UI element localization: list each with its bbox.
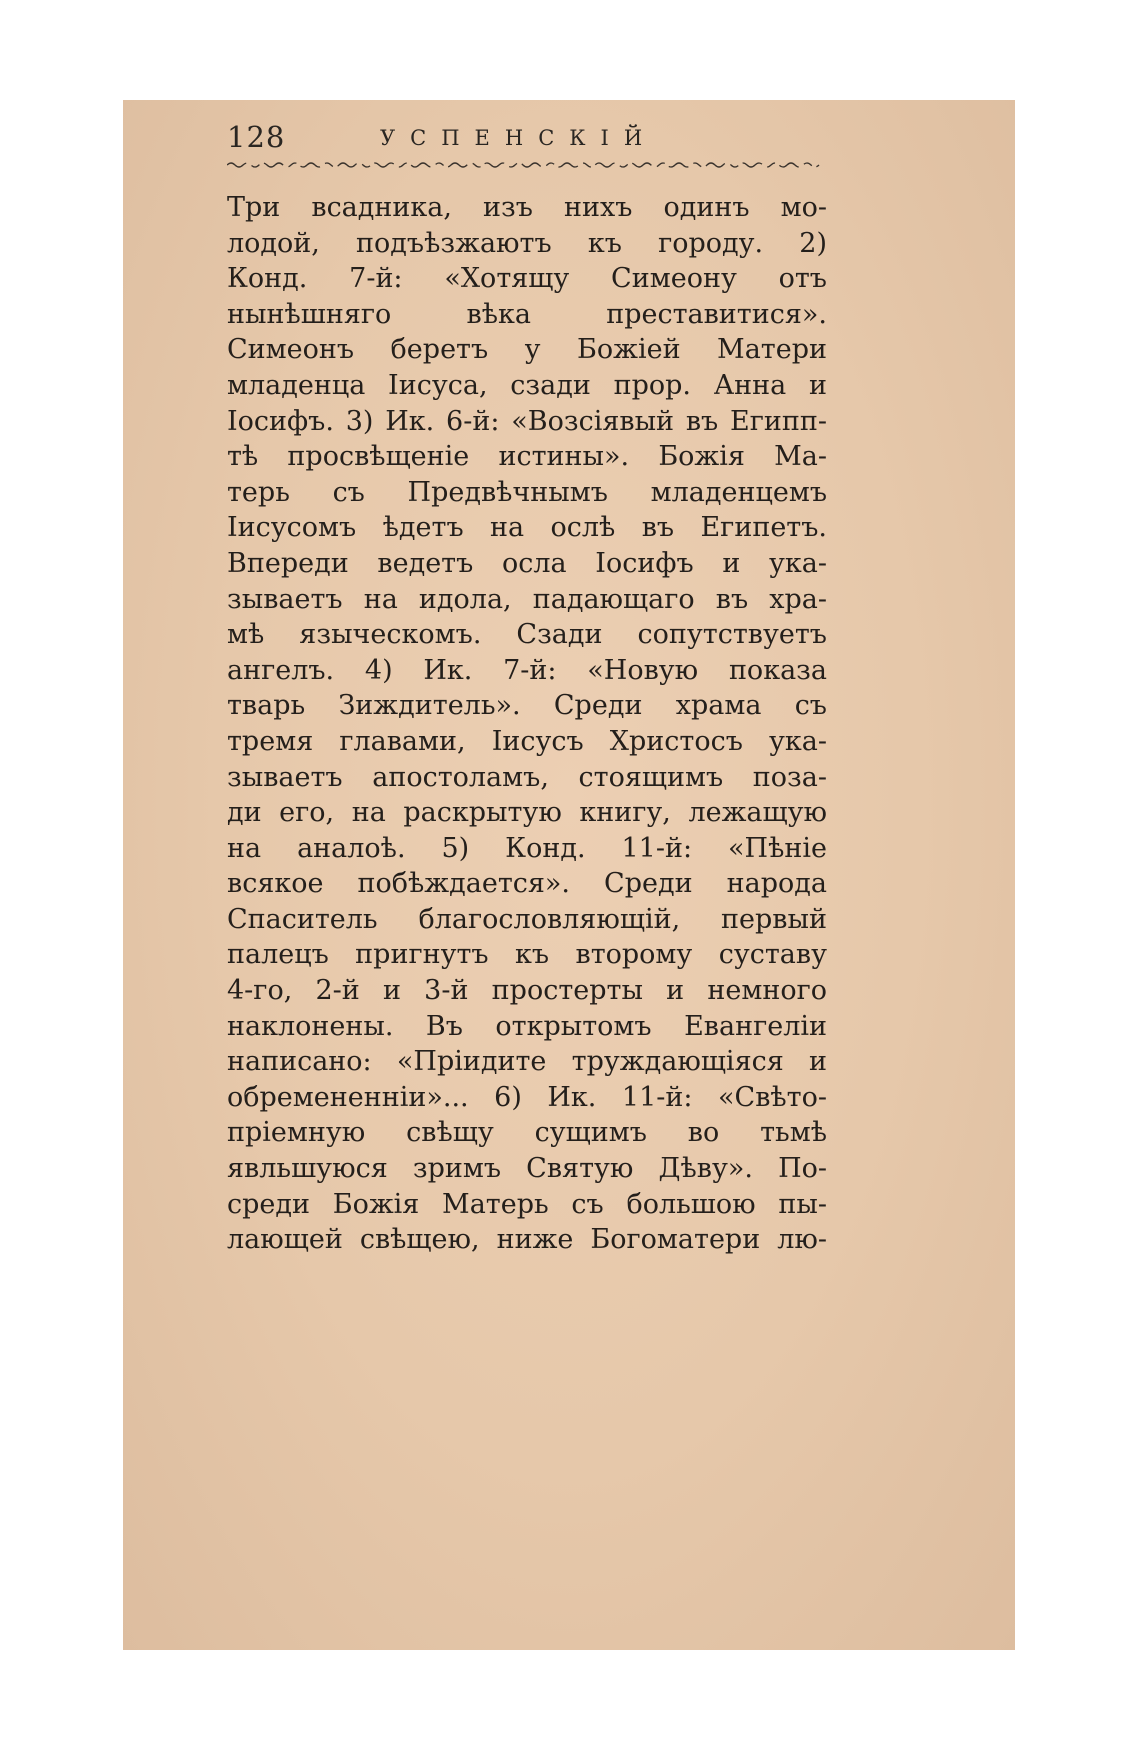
text-line: среди Божія Матерь съ большою пы- (227, 1188, 827, 1220)
text-line: пріемную свѣщу сущимъ во тьмѣ (227, 1117, 827, 1149)
running-title: УСПЕНСКІЙ (380, 126, 658, 150)
running-head (227, 120, 827, 160)
text-line: всякое побѣждается». Среди народа (227, 868, 827, 900)
text-line: терь съ Предвѣчнымъ младенцемъ (227, 476, 827, 508)
text-line: нынѣшняго вѣка преставитися». (227, 298, 827, 330)
text-line: 4-го, 2-й и 3-й простерты и немного (227, 975, 827, 1007)
text-line: лодой, подъѣзжаютъ къ городу. 2) (227, 227, 827, 259)
text-line: Спаситель благословляющій, первый (227, 903, 827, 935)
text-line: Три всадника, изъ нихъ одинъ мо- (227, 192, 827, 223)
text-line: зываетъ на идола, падающаго въ хра- (227, 583, 827, 615)
text-line: на аналоѣ. 5) Конд. 11-й: «Пѣніе (227, 832, 827, 864)
text-line: Симеонъ беретъ у Божіей Матери (227, 334, 827, 366)
text-line: ди его, на раскрытую книгу, лежащую (227, 797, 827, 829)
text-line: явльшуюся зримъ Святую Дѣву». По- (227, 1153, 827, 1185)
text-line: лающей свѣщею, ниже Богоматери лю- (227, 1224, 827, 1256)
text-line: мѣ языческомъ. Сзади сопутствуетъ (227, 619, 827, 651)
text-line: тѣ просвѣщеніе истины». Божія Ма- (227, 441, 827, 473)
text-line: написано: «Пріидите труждающіяся и (227, 1046, 827, 1078)
text-line: зываетъ апостоламъ, стоящимъ поза- (227, 761, 827, 793)
text-line: ангелъ. 4) Ик. 7-й: «Новую показа (227, 654, 827, 686)
text-line: Іисусомъ ѣдетъ на ослѣ въ Египетъ. (227, 512, 827, 544)
page-number: 128 (227, 120, 286, 154)
text-line: Впереди ведетъ осла Іосифъ и ука- (227, 547, 827, 579)
text-line: младенца Іисуса, сзади прор. Анна и (227, 369, 827, 401)
text-line: тварь Зиждитель». Среди храма съ (227, 690, 827, 722)
wavy-rule (227, 160, 821, 170)
text-line: наклонены. Въ открытомъ Евангеліи (227, 1010, 827, 1042)
text-line: палецъ пригнутъ къ второму суставу (227, 939, 827, 971)
text-line: обремененніи»... 6) Ик. 11-й: «Свѣто- (227, 1081, 827, 1113)
text-line: Іосифъ. 3) Ик. 6-й: «Возсіявый въ Египп- (227, 405, 827, 437)
text-line: тремя главами, Іисусъ Христосъ ука- (227, 725, 827, 757)
text-line: Конд. 7-й: «Хотящу Симеону отъ (227, 263, 827, 295)
body-text (227, 190, 827, 1258)
